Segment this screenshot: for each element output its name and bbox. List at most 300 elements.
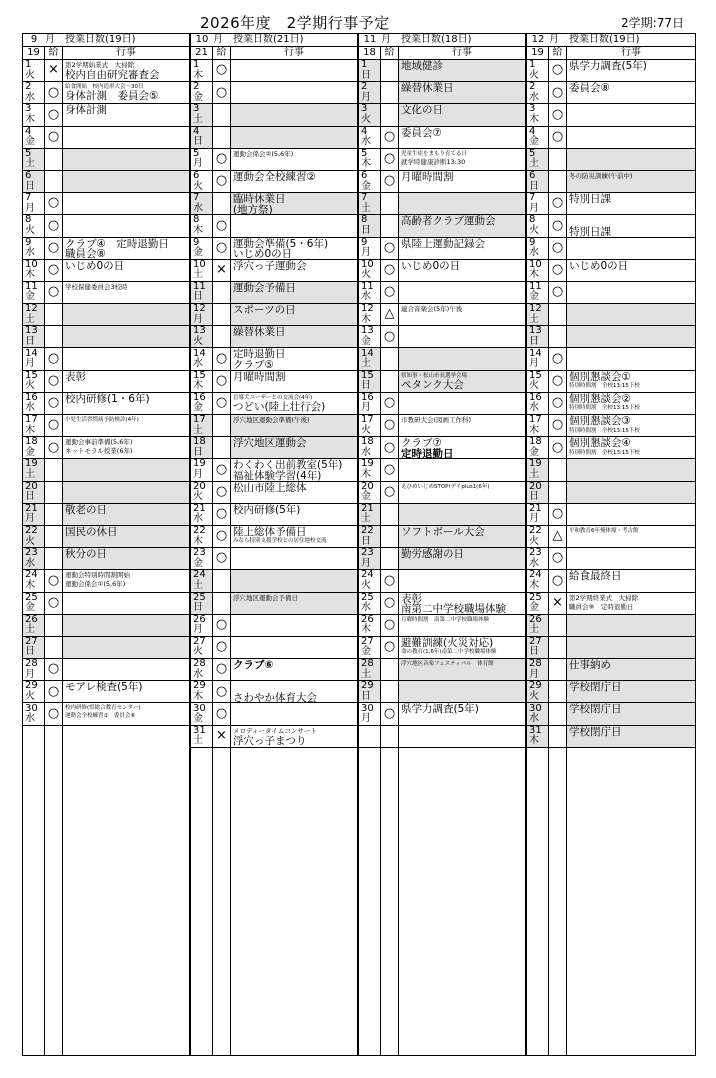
- day-row: [191, 726, 357, 748]
- event-cell: [567, 104, 695, 125]
- date-cell: [359, 193, 381, 214]
- date-cell: [359, 282, 381, 303]
- event-cell: [231, 726, 357, 747]
- date-number: 27: [529, 635, 542, 647]
- weekday: 金: [529, 291, 539, 303]
- weekday: 土: [193, 269, 203, 281]
- lunch-mark: ○: [549, 193, 567, 214]
- column-header: [359, 47, 525, 60]
- lunch-mark: ○: [213, 504, 231, 525]
- date-cell: [527, 127, 549, 148]
- weekday: 木: [193, 380, 203, 392]
- weekday: 日: [529, 491, 539, 503]
- date-cell: [191, 149, 213, 170]
- event-text: 秋分の日: [65, 548, 107, 561]
- event-text: [233, 83, 355, 94]
- event-cell: [567, 459, 695, 480]
- lunch-mark: ○: [45, 193, 63, 214]
- weekday: 水: [193, 513, 203, 525]
- day-row: [359, 415, 525, 437]
- date-number: 7: [361, 192, 368, 204]
- lunch-mark: ○: [45, 348, 63, 369]
- date-cell: [191, 171, 213, 192]
- event-cell: [63, 238, 189, 259]
- lunch-mark: [45, 459, 63, 480]
- lunch-mark: ○: [549, 570, 567, 591]
- lunch-mark: ○: [549, 437, 567, 458]
- date-cell: [191, 104, 213, 125]
- date-cell: [23, 104, 45, 125]
- date-number: 25: [529, 591, 542, 603]
- event-text: 地域健診: [401, 60, 443, 72]
- date-number: 17: [193, 414, 206, 426]
- day-row: [191, 371, 357, 393]
- event-cell: [231, 593, 357, 614]
- lunch-mark: ○: [213, 681, 231, 702]
- event-text: 特別時間割 全校13:15下校: [569, 449, 640, 456]
- event-header: 行事: [116, 47, 136, 58]
- event-text: いじめ0の日: [569, 259, 629, 272]
- month-class-days: 月 授業日数(19日): [45, 34, 136, 45]
- lunch-header: 給: [213, 47, 231, 59]
- date-number: 28: [193, 658, 206, 670]
- weekday: 月: [193, 158, 203, 170]
- lunch-mark: [45, 504, 63, 525]
- event-cell: [63, 593, 189, 614]
- date-cell: [191, 459, 213, 480]
- weekday: 水: [361, 291, 371, 303]
- day-row: [191, 526, 357, 548]
- date-cell: [527, 437, 549, 458]
- day-row: [191, 482, 357, 504]
- event-cell: [399, 238, 525, 259]
- event-text: 仕事納め: [569, 659, 611, 672]
- event-text: [401, 194, 523, 205]
- date-number: 23: [529, 547, 542, 559]
- weekday: 日: [25, 646, 35, 658]
- date-number: 2: [361, 81, 368, 93]
- day-row: [527, 615, 695, 637]
- date-number: 12: [193, 303, 206, 315]
- date-cell: [359, 238, 381, 259]
- event-cell: [567, 348, 695, 369]
- date-number: 22: [193, 525, 206, 537]
- event-text: わくわく出前教室(5年): [233, 459, 343, 472]
- day-row: [23, 149, 189, 171]
- weekday: 木: [25, 579, 35, 591]
- lunch-mark: [381, 548, 399, 569]
- day-row: [527, 637, 695, 659]
- lunch-mark: ○: [381, 415, 399, 436]
- blank-area: [23, 726, 189, 1055]
- event-cell: [63, 504, 189, 525]
- weekday: 日: [361, 69, 371, 81]
- weekday: 土: [361, 202, 371, 214]
- date-number: 12: [25, 303, 38, 315]
- date-number: 21: [25, 502, 38, 514]
- date-number: 26: [529, 613, 542, 625]
- date-number: 20: [361, 480, 374, 492]
- weekday: 水: [25, 247, 35, 259]
- event-text: 表彰: [401, 592, 422, 605]
- event-text: [65, 150, 187, 161]
- month-number: 11: [363, 34, 377, 45]
- event-header: 行事: [452, 47, 472, 58]
- weekday: 水: [529, 713, 539, 725]
- date-number: 13: [361, 325, 374, 337]
- lunch-mark: [549, 637, 567, 658]
- event-text: 個別懇談会④: [569, 437, 631, 450]
- date-number: 15: [361, 369, 374, 381]
- event-text: えひめいじめSTOP!デイplus1(6年): [401, 483, 490, 490]
- event-text: 冬の防災訓練(午前中): [569, 171, 633, 180]
- event-text: 高齢者クラブ運動会: [401, 215, 496, 228]
- event-cell: [231, 437, 357, 458]
- blank-event-cell: [63, 726, 189, 1055]
- weekday: 月: [193, 624, 203, 636]
- date-number: 28: [361, 658, 374, 670]
- date-cell: [359, 60, 381, 81]
- lunch-mark: ○: [45, 282, 63, 303]
- event-text: [569, 505, 693, 516]
- weekday: 月: [529, 358, 539, 370]
- date-number: 23: [361, 547, 374, 559]
- date-number: 16: [361, 391, 374, 403]
- lunch-mark: [381, 348, 399, 369]
- date-cell: [527, 82, 549, 103]
- lunch-mark: [213, 415, 231, 436]
- month-class-days: 月 授業日数(21日): [213, 34, 304, 45]
- date-cell: [191, 326, 213, 347]
- day-row: [359, 60, 525, 82]
- day-row: [527, 348, 695, 370]
- event-cell: [399, 82, 525, 103]
- event-cell: [231, 570, 357, 591]
- weekday: 日: [25, 180, 35, 192]
- event-text: いじめ0の日: [65, 259, 125, 272]
- lunch-mark: ○: [45, 703, 63, 724]
- lunch-mark: [549, 149, 567, 170]
- day-row: [527, 371, 695, 393]
- event-cell: [63, 570, 189, 591]
- lunch-mark: ○: [549, 371, 567, 392]
- weekday: 日: [193, 291, 203, 303]
- day-row: [191, 149, 357, 171]
- event-text: [569, 327, 693, 338]
- weekday: 火: [361, 269, 371, 281]
- lunch-mark: ○: [381, 171, 399, 192]
- weekday: 木: [25, 269, 35, 281]
- weekday: 火: [25, 380, 35, 392]
- lunch-mark: ○: [213, 238, 231, 259]
- lunch-mark: ○: [45, 415, 63, 436]
- lunch-mark: ○: [381, 326, 399, 347]
- date-cell: [191, 371, 213, 392]
- event-cell: [567, 548, 695, 569]
- event-text: [65, 305, 187, 316]
- day-row: [191, 171, 357, 193]
- date-cell: [191, 304, 213, 325]
- weekday: 火: [25, 690, 35, 702]
- lunch-mark: ○: [45, 215, 63, 236]
- weekday: 木: [193, 69, 203, 81]
- date-number: 15: [25, 369, 38, 381]
- lunch-mark: ○: [213, 215, 231, 236]
- event-text: 特別日課: [569, 225, 611, 237]
- lunch-mark: ○: [381, 127, 399, 148]
- day-row: [527, 193, 695, 215]
- day-row: [359, 238, 525, 260]
- event-text: 学校閉庁日: [569, 703, 622, 716]
- lunch-mark: [213, 104, 231, 125]
- event-cell: [567, 593, 695, 614]
- event-text: 県学力調査(5年): [401, 703, 479, 716]
- lunch-mark: [549, 681, 567, 702]
- event-text: 個別懇談会①: [569, 370, 631, 383]
- date-number: 5: [25, 147, 32, 159]
- lunch-mark: [549, 615, 567, 636]
- event-cell: [399, 326, 525, 347]
- day-row: [23, 504, 189, 526]
- lunch-mark: [381, 526, 399, 547]
- event-text: ソフトボール大会: [401, 525, 485, 538]
- event-text: 児童生徒をまもり育てる日: [401, 150, 468, 157]
- month-column-9: [23, 34, 191, 1055]
- lunch-mark: ○: [45, 393, 63, 414]
- event-text: いじめ0の日: [401, 259, 461, 272]
- weekday: 水: [529, 557, 539, 569]
- blank-area: [527, 748, 695, 1055]
- day-row: [191, 415, 357, 437]
- lunch-header: 給: [381, 47, 399, 59]
- weekday: 月: [529, 668, 539, 680]
- date-number: 2: [529, 81, 536, 93]
- date-number: 16: [529, 391, 542, 403]
- weekday: 日: [361, 690, 371, 702]
- lunch-mark: [45, 171, 63, 192]
- day-row: [527, 215, 695, 237]
- event-text: 浮穴地区運動会予備日: [233, 593, 298, 602]
- day-row: [527, 482, 695, 504]
- date-number: 29: [25, 680, 38, 692]
- event-cell: [63, 282, 189, 303]
- weekday: 月: [25, 668, 35, 680]
- date-cell: [23, 393, 45, 414]
- date-cell: [23, 371, 45, 392]
- weekday: 火: [193, 491, 203, 503]
- date-cell: [359, 526, 381, 547]
- day-row: [359, 548, 525, 570]
- event-text: [65, 128, 187, 139]
- weekday: 月: [25, 358, 35, 370]
- weekday: 水: [25, 713, 35, 725]
- weekday: 金: [361, 335, 371, 347]
- day-row: [23, 703, 189, 725]
- weekday: 木: [529, 579, 539, 591]
- weekday: 月: [361, 402, 371, 414]
- lunch-mark: [213, 437, 231, 458]
- date-number: 19: [25, 458, 38, 470]
- weekday: 木: [361, 313, 371, 325]
- event-text: 校内研修(5年): [233, 503, 301, 516]
- weekday: 日: [529, 180, 539, 192]
- day-row: [23, 637, 189, 659]
- day-row: [527, 726, 695, 748]
- lunch-mark: ○: [381, 437, 399, 458]
- day-row: [191, 326, 357, 348]
- lunch-mark: ○: [381, 703, 399, 724]
- event-text: 運動会係会①(5,6年): [65, 580, 126, 589]
- lunch-mark: [45, 482, 63, 503]
- event-cell: [231, 482, 357, 503]
- weekday: 水: [25, 557, 35, 569]
- day-row: [191, 282, 357, 304]
- date-cell: [527, 371, 549, 392]
- day-row: [359, 127, 525, 149]
- date-cell: [23, 348, 45, 369]
- date-cell: [23, 260, 45, 281]
- event-text: [233, 549, 355, 560]
- day-row: [359, 570, 525, 592]
- date-number: 14: [361, 347, 374, 359]
- event-text: 特別時間割 全校13:15下校: [569, 383, 640, 390]
- date-number: 18: [361, 436, 374, 448]
- lunch-mark: [45, 326, 63, 347]
- date-cell: [527, 637, 549, 658]
- weekday: 月: [361, 713, 371, 725]
- date-cell: [23, 60, 45, 81]
- event-cell: [231, 637, 357, 658]
- day-row: [527, 437, 695, 459]
- event-text: [233, 61, 355, 72]
- weekday: 水: [529, 402, 539, 414]
- event-text: 臨時休業日: [233, 193, 286, 206]
- date-number: 11: [25, 280, 38, 292]
- event-header: 行事: [621, 47, 641, 58]
- date-cell: [527, 348, 549, 369]
- date-cell: [359, 681, 381, 702]
- event-cell: [567, 304, 695, 325]
- event-text: 浮穴っ子運動会: [233, 259, 307, 272]
- event-text: 平和教育6年掩体壕・考古館: [569, 527, 639, 534]
- event-cell: [63, 703, 189, 724]
- event-cell: [399, 371, 525, 392]
- lunch-mark: ○: [213, 637, 231, 658]
- date-cell: [23, 238, 45, 259]
- day-row: [527, 304, 695, 326]
- event-text: 繰替休業日: [401, 82, 454, 95]
- event-cell: [399, 504, 525, 525]
- event-text: [233, 638, 355, 649]
- day-row: [359, 526, 525, 548]
- date-cell: [359, 82, 381, 103]
- day-row: [23, 570, 189, 592]
- event-text: [65, 483, 187, 494]
- date-cell: [23, 127, 45, 148]
- day-row: [23, 171, 189, 193]
- date-cell: [191, 637, 213, 658]
- weekday: 火: [529, 690, 539, 702]
- lunch-mark: △: [381, 304, 399, 325]
- event-cell: [231, 415, 357, 436]
- event-text: [65, 616, 187, 627]
- day-row: [359, 482, 525, 504]
- lunch-mark: ○: [549, 548, 567, 569]
- event-text: ネットモラル授業(6年): [65, 447, 133, 456]
- month-number: 12: [531, 34, 545, 45]
- event-cell: [63, 526, 189, 547]
- lunch-mark: ○: [45, 593, 63, 614]
- weekday: 日: [361, 535, 371, 547]
- lunch-mark: [381, 104, 399, 125]
- lunch-mark: ○: [213, 393, 231, 414]
- date-number: 14: [529, 347, 542, 359]
- day-row: [359, 504, 525, 526]
- date-number: 25: [193, 591, 206, 603]
- date-number: 21: [529, 502, 542, 514]
- weekday: 日: [361, 380, 371, 392]
- event-cell: [567, 60, 695, 81]
- date-cell: [23, 437, 45, 458]
- event-cell: [567, 171, 695, 192]
- date-cell: [191, 548, 213, 569]
- event-text: 定時退勤日: [401, 447, 454, 459]
- event-cell: [63, 482, 189, 503]
- event-cell: [63, 171, 189, 192]
- event-cell: [567, 703, 695, 724]
- date-number: 13: [25, 325, 38, 337]
- date-cell: [23, 415, 45, 436]
- event-text: [65, 349, 187, 360]
- date-number: 30: [193, 702, 206, 714]
- date-number: 18: [529, 436, 542, 448]
- date-number: 30: [361, 702, 374, 714]
- lunch-mark: ○: [213, 149, 231, 170]
- blank-lunch-cell: [213, 748, 231, 1055]
- day-row: [527, 415, 695, 437]
- weekday: 火: [361, 579, 371, 591]
- lunch-mark: [549, 726, 567, 747]
- day-row: [359, 637, 525, 659]
- date-number: 28: [529, 658, 542, 670]
- date-number: 7: [529, 192, 536, 204]
- date-number: 18: [193, 436, 206, 448]
- weekday: 土: [361, 513, 371, 525]
- event-cell: [63, 260, 189, 281]
- day-row: [359, 104, 525, 126]
- lunch-mark: ○: [45, 437, 63, 458]
- event-text: 浮穴地区運動会準備(午後): [233, 416, 310, 424]
- day-row: [527, 326, 695, 348]
- event-cell: [63, 326, 189, 347]
- event-cell: [567, 326, 695, 347]
- weekday: 金: [529, 602, 539, 614]
- date-number: 22: [361, 525, 374, 537]
- event-cell: [567, 482, 695, 503]
- weekday: 金: [193, 557, 203, 569]
- event-cell: [399, 615, 525, 636]
- date-cell: [23, 215, 45, 236]
- lunch-header: 給: [45, 47, 63, 59]
- weekday: 土: [193, 735, 203, 747]
- day-row: [527, 171, 695, 193]
- lunch-mark: ○: [213, 371, 231, 392]
- event-text: 給食最終日: [569, 570, 622, 583]
- day-row: [23, 326, 189, 348]
- event-cell: [231, 526, 357, 547]
- date-number: 4: [193, 125, 200, 137]
- weekday: 木: [529, 269, 539, 281]
